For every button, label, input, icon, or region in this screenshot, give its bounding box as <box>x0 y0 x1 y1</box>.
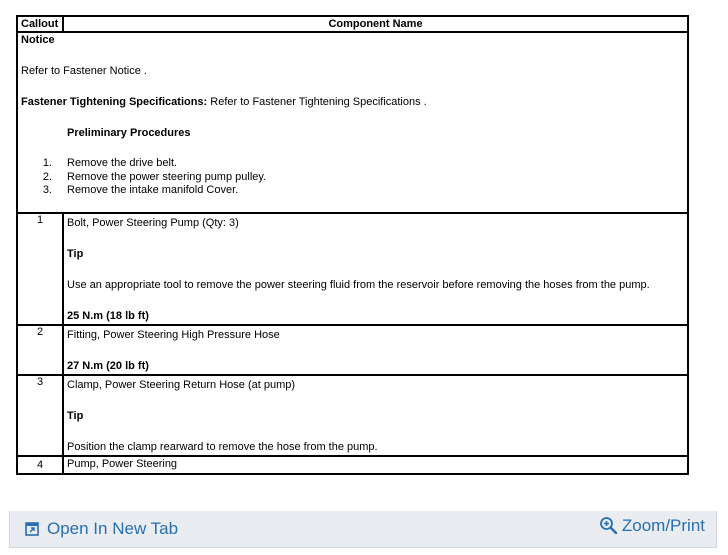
step-number: 1. <box>42 157 52 169</box>
callout-number: 4 <box>17 456 63 474</box>
table-row <box>17 213 688 325</box>
callout-number: 3 <box>17 375 63 456</box>
component-name: Fitting, Power Steering High Pressure Hose <box>67 329 280 341</box>
document-footer <box>9 511 717 548</box>
tightening-spec-text: Refer to Fastener Tightening Specifications . <box>207 96 427 108</box>
tip-text: Position the clamp rearward to remove the hose from the pump. <box>67 441 378 453</box>
fastener-notice-text: Refer to Fastener Notice . <box>21 65 147 77</box>
callout-column-header: Callout <box>17 16 63 32</box>
list-item <box>21 184 684 198</box>
open-in-new-tab-link[interactable] <box>25 519 178 539</box>
tip-heading: Tip <box>67 248 84 260</box>
tightening-spec-line <box>21 95 684 109</box>
callout-number: 2 <box>17 325 63 375</box>
torque-spec: 25 N.m (18 lb ft) <box>67 310 149 322</box>
open-in-new-tab-label: Open In New Tab <box>47 519 179 538</box>
component-name: Clamp, Power Steering Return Hose (at pump) <box>67 379 296 391</box>
torque-spec: 27 N.m (20 lb ft) <box>67 360 149 372</box>
step-text: Remove the power steering pump pulley. <box>67 170 267 183</box>
zoom-in-icon <box>599 516 619 536</box>
notice-row <box>17 32 688 213</box>
preliminary-steps-list <box>21 157 684 198</box>
callout-number: 1 <box>17 213 63 325</box>
component-name-column-header: Component Name <box>63 16 688 32</box>
table-row <box>17 375 688 456</box>
step-text: Remove the intake manifold Cover. <box>67 184 239 196</box>
open-new-tab-icon <box>25 522 39 536</box>
component-name: Pump, Power Steering <box>67 458 178 470</box>
step-number: 3. <box>42 184 52 196</box>
preliminary-procedures-heading: Preliminary Procedures <box>67 127 191 139</box>
step-text: Remove the drive belt. <box>67 157 178 169</box>
component-table <box>16 15 689 475</box>
tip-heading: Tip <box>67 410 84 422</box>
zoom-print-label: Zoom/Print <box>621 516 705 535</box>
list-item <box>21 171 684 185</box>
zoom-print-link[interactable] <box>599 516 705 536</box>
tightening-spec-label: Fastener Tightening Specifications: <box>21 96 208 108</box>
tip-text: Use an appropriate tool to remove the power steering fluid from the reservoir before removing the hoses from the pump. <box>67 279 650 291</box>
step-number: 2. <box>42 170 52 183</box>
component-name: Bolt, Power Steering Pump (Qty: 3) <box>67 217 239 229</box>
list-item <box>21 157 684 171</box>
notice-heading: Notice <box>21 34 55 46</box>
table-row <box>17 456 688 474</box>
table-row <box>17 325 688 375</box>
table-header-row <box>17 16 688 32</box>
